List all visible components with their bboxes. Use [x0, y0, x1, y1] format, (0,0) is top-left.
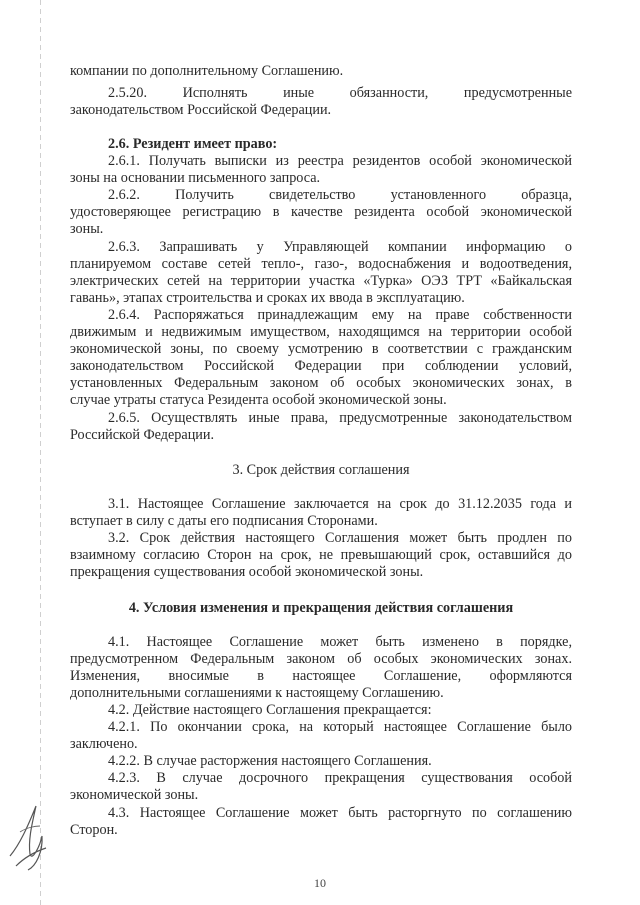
text-line: прекращения существования особой экономической зоны.	[70, 564, 424, 580]
section-heading: 4. Условия изменения и прекращения действия соглашения	[128, 600, 514, 616]
text-line: движимым и недвижимым имуществом, находящимся на территории особой	[70, 324, 572, 340]
text-line: 3.1. Настоящее Соглашение заключается на срок до 31.12.2035 года и	[108, 496, 572, 512]
text-line: зоны.	[70, 221, 104, 237]
section-heading: 3. Срок действия соглашения	[232, 462, 410, 478]
text-line: случае утраты статуса Резидента особой экономической зоны.	[70, 392, 447, 408]
text-line: Сторон.	[70, 822, 118, 838]
text-line: 4.2.2. В случае расторжения настоящего Соглашения.	[108, 753, 432, 769]
text-line: Изменения, вносимые в настоящее Соглашение, оформляются	[70, 668, 572, 684]
text-line: 2.6.4. Распоряжаться принадлежащим ему на праве собственности	[108, 307, 572, 323]
text-line: установленных Федеральным законом об особых экономических зонах, в	[70, 375, 572, 391]
text-line: гавань», этапах строительства и сроках их ввода в эксплуатацию.	[70, 290, 465, 306]
text-line: законодательством Российской Федерации при соблюдении условий,	[70, 358, 572, 374]
text-line: 4.3. Настоящее Соглашение может быть расторгнуто по соглашению	[108, 805, 572, 821]
text-line: законодательством Российской Федерации.	[70, 102, 332, 118]
text-line: 4.2.3. В случае досрочного прекращения существования особой	[108, 770, 572, 786]
text-line: Российской Федерации.	[70, 427, 215, 443]
text-line: электрических сетей на территории участка «Турка» ОЭЗ ТРТ «Байкальская	[70, 273, 572, 289]
text-line: планируемом составе сетей тепло-, газо-, водоснабжения и водоотведения,	[70, 256, 572, 272]
text-line: взаимному согласию Сторон на срок, не превышающий срок, оставшийся до	[70, 547, 572, 563]
text-line: экономической зоны.	[70, 787, 199, 803]
text-line: экономической зоны, по своему усмотрению в соответствии с гражданским	[70, 341, 572, 357]
text-line: 2.6.3. Запрашивать у Управляющей компании информацию о	[108, 239, 572, 255]
text-line: компании по дополнительному Соглашению.	[70, 63, 344, 79]
scan-edge-line	[40, 0, 41, 905]
text-line: 2.6.1. Получать выписки из реестра резидентов особой экономической	[108, 153, 572, 169]
section-heading: 2.6. Резидент имеет право:	[108, 136, 278, 152]
text-line: 2.6.2. Получить свидетельство установленного образца,	[108, 187, 572, 203]
text-line: дополнительными соглашениями к настоящему Соглашению.	[70, 685, 444, 701]
text-line: заключено.	[70, 736, 138, 752]
text-line: зоны на основании письменного запроса.	[70, 170, 321, 186]
text-line: вступает в силу с даты его подписания Сторонами.	[70, 513, 378, 529]
text-line: 3.2. Срок действия настоящего Соглашения может быть продлен по	[108, 530, 572, 546]
text-line: 4.1. Настоящее Соглашение может быть изменено в порядке,	[108, 634, 572, 650]
text-line: 4.2.1. По окончании срока, на который настоящее Соглашение было	[108, 719, 572, 735]
text-line: удостоверяющее регистрацию в качестве резидента особой экономической	[70, 204, 572, 220]
text-line: 2.5.20. Исполнять иные обязанности, предусмотренные	[108, 85, 572, 101]
page-number: 10	[314, 876, 326, 890]
text-line: предусмотренном Федеральным законом об особых экономических зонах.	[70, 651, 572, 667]
text-line: 4.2. Действие настоящего Соглашения прекращается:	[108, 702, 432, 718]
text-line: 2.6.5. Осуществлять иные права, предусмотренные законодательством	[108, 410, 572, 426]
handwritten-signature	[6, 796, 50, 874]
